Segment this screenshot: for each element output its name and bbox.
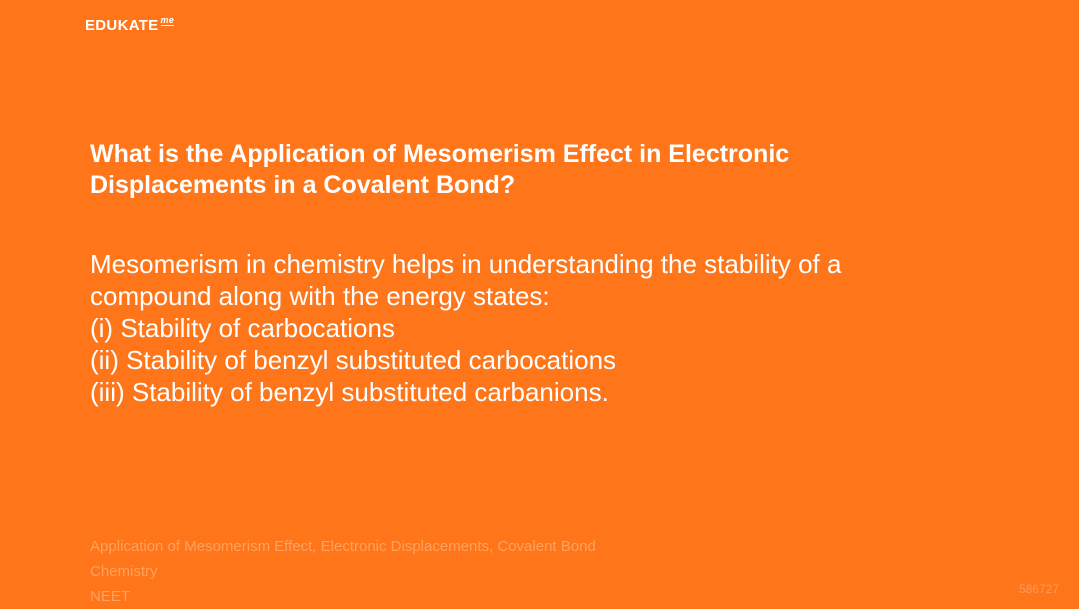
tag-exam: NEET bbox=[90, 588, 131, 605]
body-line: Mesomerism in chemistry helps in understanding the stability of a bbox=[90, 249, 842, 279]
body-line: (iii) Stability of benzyl substituted carbanions. bbox=[90, 377, 609, 407]
body-line: (i) Stability of carbocations bbox=[90, 313, 395, 343]
page-id: 586727 bbox=[1018, 582, 1059, 596]
footer-tags bbox=[90, 534, 596, 609]
body-line: (ii) Stability of benzyl substituted carbocations bbox=[90, 345, 617, 375]
tag-subject: Chemistry bbox=[90, 563, 158, 580]
slide-title: What is the Application of Mesomerism Effect in Electronic Displacements in a Covalent Bond? bbox=[90, 140, 790, 199]
brand-name: EDUKATE bbox=[85, 17, 159, 34]
tag-topics: Application of Mesomerism Effect, Electronic Displacements, Covalent Bond bbox=[90, 538, 596, 555]
brand-logo bbox=[85, 17, 174, 34]
brand-superscript: me bbox=[160, 15, 175, 25]
slide-body bbox=[90, 248, 990, 408]
body-line: compound along with the energy states: bbox=[90, 281, 550, 311]
